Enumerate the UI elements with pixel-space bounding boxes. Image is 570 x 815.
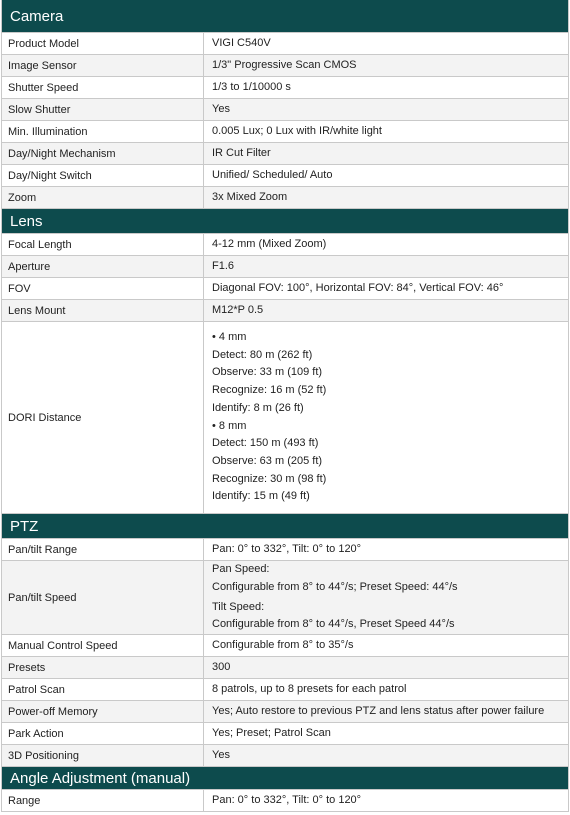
spec-row-aperture — [1, 256, 569, 278]
spec-row-zoom — [1, 187, 569, 209]
spec-label: Park Action — [2, 723, 204, 744]
section-rows-ptz — [1, 539, 569, 767]
spec-value — [204, 234, 568, 255]
spec-row-pan-tilt-range — [1, 539, 569, 561]
spec-value-line: Configurable from 8° to 35°/s — [212, 638, 354, 651]
spec-row-pan-tilt-speed — [1, 561, 569, 635]
spec-label: Day/Night Switch — [2, 165, 204, 186]
spec-value-line: 8 patrols, up to 8 presets for each patrol — [212, 682, 407, 695]
section-header-lens: Lens — [1, 209, 569, 234]
spec-label: FOV — [2, 278, 204, 299]
spec-row-3d-positioning — [1, 745, 569, 767]
spec-value-line: Detect: 150 m (493 ft) — [212, 437, 319, 450]
spec-value-line: Pan: 0° to 332°, Tilt: 0° to 120° — [212, 793, 362, 806]
spec-value — [204, 635, 568, 656]
spec-label: Shutter Speed — [2, 77, 204, 98]
spec-value-line: Recognize: 30 m (98 ft) — [212, 472, 327, 485]
spec-row-range — [1, 790, 569, 812]
spec-label: Patrol Scan — [2, 679, 204, 700]
spec-row-lens-mount — [1, 300, 569, 322]
spec-value-line: 0.005 Lux; 0 Lux with IR/white light — [212, 124, 382, 137]
spec-value-line: Pan: 0° to 332°, Tilt: 0° to 120° — [212, 542, 362, 555]
spec-value-line: Tilt Speed: — [212, 600, 265, 613]
spec-value — [204, 723, 568, 744]
spec-label: Product Model — [2, 33, 204, 54]
spec-row-day-night-switch — [1, 165, 569, 187]
spec-row-image-sensor — [1, 55, 569, 77]
spec-value-line: M12*P 0.5 — [212, 303, 264, 316]
spec-value-line: Detect: 80 m (262 ft) — [212, 348, 313, 361]
spec-value-line: 1/3 to 1/10000 s — [212, 80, 291, 93]
spec-row-dori-distance — [1, 322, 569, 514]
spec-value-line: 3x Mixed Zoom — [212, 190, 288, 203]
spec-value-line: Unified/ Scheduled/ Auto — [212, 168, 333, 181]
spec-value — [204, 790, 568, 811]
spec-value-line: IR Cut Filter — [212, 146, 271, 159]
spec-value-line: Yes — [212, 102, 230, 115]
section-rows-angle-adjustment-manual — [1, 790, 569, 812]
spec-value — [204, 679, 568, 700]
spec-value — [204, 55, 568, 76]
spec-value-line: • 8 mm — [212, 419, 247, 432]
section-header-ptz: PTZ — [1, 514, 569, 539]
spec-value-line: Observe: 33 m (109 ft) — [212, 366, 323, 379]
spec-value-line: Pan Speed: — [212, 563, 270, 575]
spec-value-line: 300 — [212, 660, 231, 673]
spec-value-line: Configurable from 8° to 44°/s; Preset Speed: 44°/s — [212, 580, 458, 593]
spec-row-manual-control-speed — [1, 635, 569, 657]
spec-value — [204, 165, 568, 186]
spec-label: Zoom — [2, 187, 204, 208]
spec-row-product-model — [1, 33, 569, 55]
spec-label: 3D Positioning — [2, 745, 204, 766]
spec-value-line: Yes; Auto restore to previous PTZ and lens status after power failure — [212, 704, 545, 717]
spec-label: Pan/tilt Speed — [2, 561, 204, 634]
spec-value — [204, 99, 568, 120]
spec-row-fov — [1, 278, 569, 300]
spec-value — [204, 657, 568, 678]
spec-label: Presets — [2, 657, 204, 678]
spec-value-line: VIGI C540V — [212, 36, 271, 49]
spec-row-power-off-memory — [1, 701, 569, 723]
spec-row-shutter-speed — [1, 77, 569, 99]
spec-value-line: Identify: 15 m (49 ft) — [212, 490, 310, 503]
spec-value — [204, 539, 568, 560]
spec-value — [204, 322, 568, 513]
spec-row-presets — [1, 657, 569, 679]
spec-label: Manual Control Speed — [2, 635, 204, 656]
spec-value — [204, 143, 568, 164]
spec-label: Focal Length — [2, 234, 204, 255]
spec-row-focal-length — [1, 234, 569, 256]
spec-row-patrol-scan — [1, 679, 569, 701]
spec-label: Lens Mount — [2, 300, 204, 321]
spec-label: Range — [2, 790, 204, 811]
spec-label: Min. Illumination — [2, 121, 204, 142]
spec-value — [204, 187, 568, 208]
spec-value-line: Observe: 63 m (205 ft) — [212, 454, 323, 467]
spec-value-line: F1.6 — [212, 259, 235, 272]
spec-row-min-illumination — [1, 121, 569, 143]
spec-table — [1, 0, 569, 812]
spec-value — [204, 701, 568, 722]
spec-label: Day/Night Mechanism — [2, 143, 204, 164]
spec-value — [204, 121, 568, 142]
spec-label: DORI Distance — [2, 322, 204, 513]
spec-value — [204, 300, 568, 321]
spec-value — [204, 561, 568, 634]
spec-row-park-action — [1, 723, 569, 745]
spec-row-slow-shutter — [1, 99, 569, 121]
spec-value-line: 1/3" Progressive Scan CMOS — [212, 58, 357, 71]
spec-value — [204, 745, 568, 766]
spec-value-line: 4-12 mm (Mixed Zoom) — [212, 237, 327, 250]
spec-value — [204, 256, 568, 277]
spec-value — [204, 278, 568, 299]
spec-value-line: Yes; Preset; Patrol Scan — [212, 726, 331, 739]
spec-value-line: Yes — [212, 748, 230, 761]
spec-value-line: • 4 mm — [212, 330, 247, 343]
spec-label: Aperture — [2, 256, 204, 277]
section-header-camera: Camera — [1, 0, 569, 33]
spec-label: Image Sensor — [2, 55, 204, 76]
spec-value-line: Recognize: 16 m (52 ft) — [212, 384, 327, 397]
spec-label: Pan/tilt Range — [2, 539, 204, 560]
spec-value — [204, 77, 568, 98]
spec-row-day-night-mechanism — [1, 143, 569, 165]
spec-label: Power-off Memory — [2, 701, 204, 722]
spec-label: Slow Shutter — [2, 99, 204, 120]
spec-value-line: Configurable from 8° to 44°/s, Preset Speed 44°/s — [212, 618, 455, 631]
section-header-angle-adjustment-manual: Angle Adjustment (manual) — [1, 767, 569, 790]
spec-value-line: Diagonal FOV: 100°, Horizontal FOV: 84°, Vertical FOV: 46° — [212, 281, 504, 294]
spec-value — [204, 33, 568, 54]
section-rows-camera — [1, 33, 569, 209]
spec-value-line: Identify: 8 m (26 ft) — [212, 401, 304, 414]
section-rows-lens — [1, 234, 569, 514]
